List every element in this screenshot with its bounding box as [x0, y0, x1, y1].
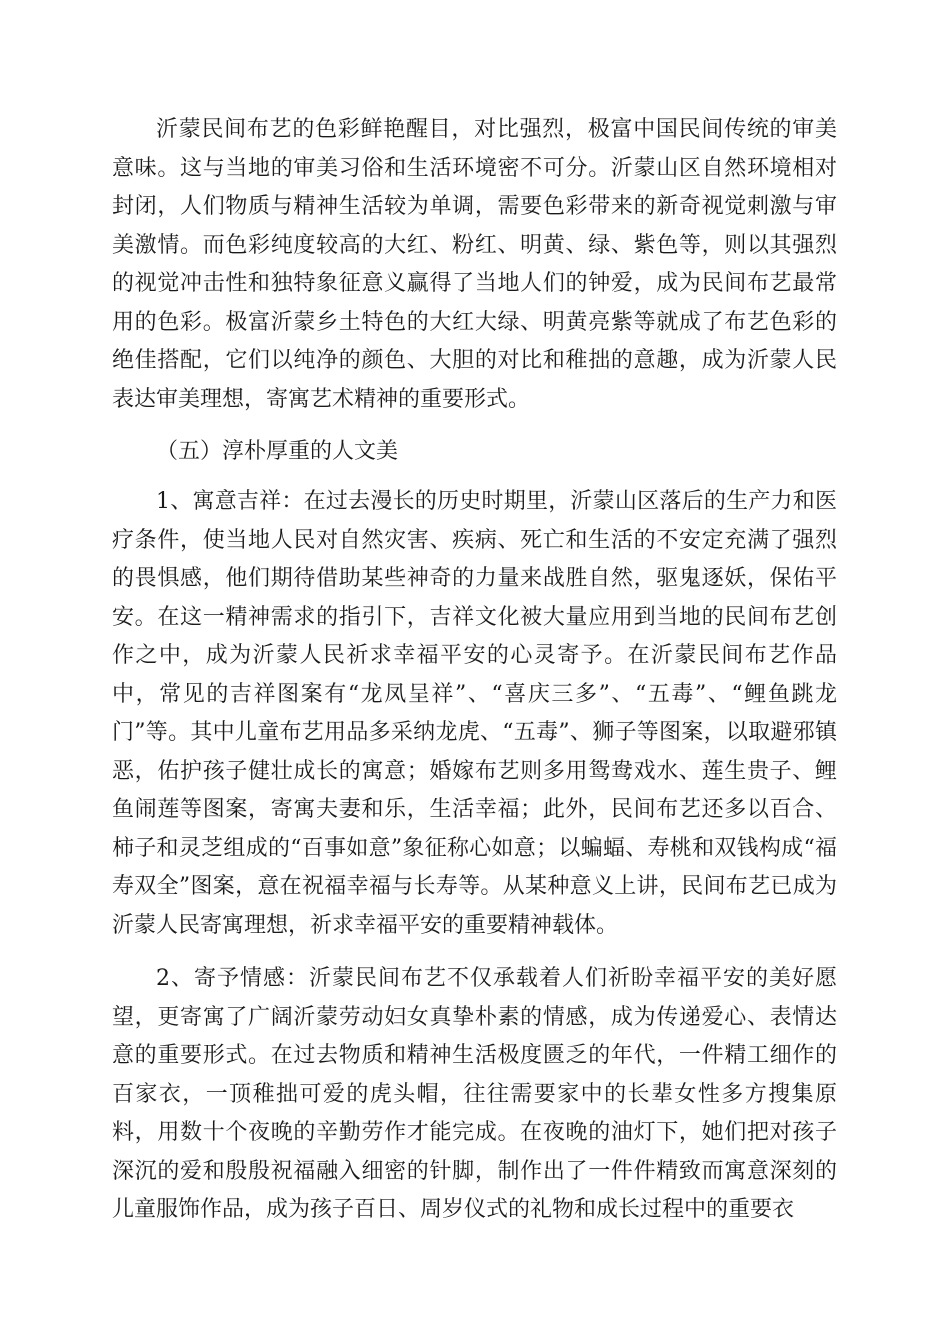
auspicious-paragraph: 1、寓意吉祥：在过去漫长的历史时期里，沂蒙山区落后的生产力和医疗条件，使当地人民对自然灾害、疾病、死亡和生活的不安定充满了强烈的畏惧感，他们期待借助某些神奇的力量来战胜自然，驱鬼逐妖，保佑平安。在这一精神需求的指引下，吉祥文化被大量应用到当地的民间布艺创作之中，成为沂蒙人民祈求幸福平安的心灵寄予。在沂蒙民间布艺作品中，常见的吉祥图案有“龙凤呈祥”、“喜庆三多”、“五毒”、“鲤鱼跳龙门”等。其中儿童布艺用品多采纳龙虎、“五毒”、狮子等图案，以取避邪镇恶，佑护孩子健壮成长的寓意；婚嫁布艺则多用鸳鸯戏水、莲生贵子、鲤鱼闹莲等图案，寄寓夫妻和乐，生活幸福；此外，民间布艺还多以百合、柿子和灵芝组成的“百事如意”象征称心如意；以蝙蝠、寿桃和双钱构成“福寿双全”图案，意在祝福幸福与长寿等。从某种意义上讲，民间布艺已成为沂蒙人民寄寓理想，祈求幸福平安的重要精神载体。: [112, 489, 837, 938]
section-heading: （五）淳朴厚重的人文美: [156, 439, 399, 464]
color-paragraph: 沂蒙民间布艺的色彩鲜艳醒目，对比强烈，极富中国民间传统的审美意味。这与当地的审美习俗和生活环境密不可分。沂蒙山区自然环境相对封闭，人们物质与精神生活较为单调，需要色彩带来的新奇视觉刺激与审美激情。而色彩纯度较高的大红、粉红、明黄、绿、紫色等，则以其强烈的视觉冲击性和独特象征意义赢得了当地人们的钟爱，成为民间布艺最常用的色彩。极富沂蒙乡土特色的大红大绿、明黄亮紫等就成了布艺色彩的绝佳搭配，它们以纯净的颜色、大胆的对比和稚拙的意趣，成为沂蒙人民表达审美理想，寄寓艺术精神的重要形式。: [112, 117, 837, 412]
emotion-paragraph: 2、寄予情感：沂蒙民间布艺不仅承载着人们祈盼幸福平安的美好愿望，更寄寓了广阔沂蒙劳动妇女真挚朴素的情感，成为传递爱心、表情达意的重要形式。在过去物质和精神生活极度匮乏的年代，一件精工细作的百家衣，一顶稚拙可爱的虎头帽，往往需要家中的长辈女性多方搜集原料，用数十个夜晚的辛勤劳作才能完成。在夜晚的油灯下，她们把对孩子深沉的爱和殷殷祝福融入细密的针脚，制作出了一件件精致而寓意深刻的儿童服饰作品，成为孩子百日、周岁仪式的礼物和成长过程中的重要衣: [112, 966, 837, 1222]
